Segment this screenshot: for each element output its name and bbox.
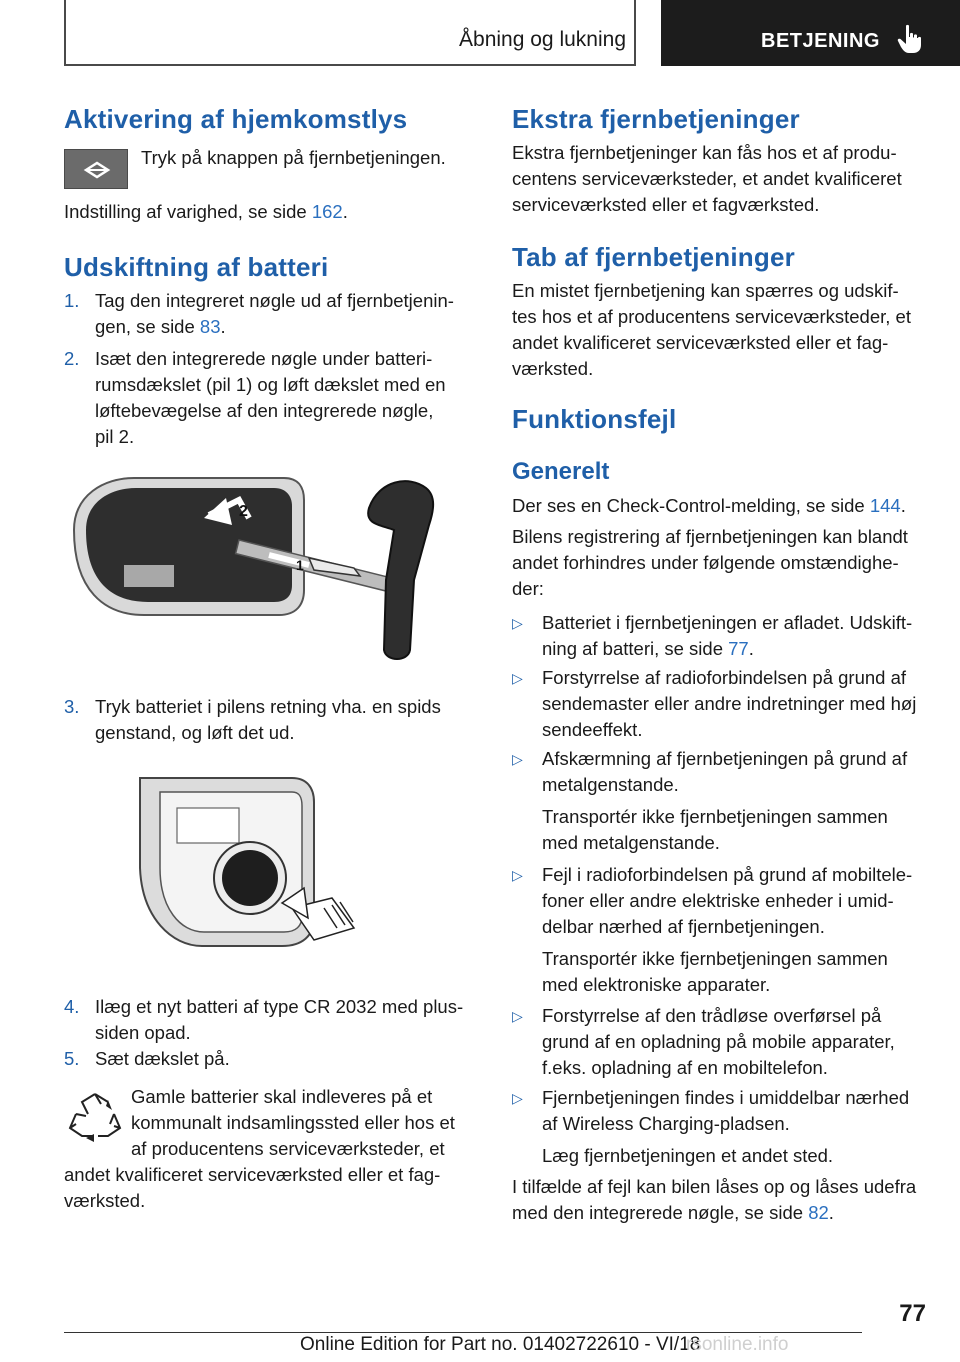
page-header [0,0,960,66]
step-line: Ilæg et nyt batteri af type CR 2032 med plus- [95,996,464,1017]
note-line: Gamle batterier skal indleveres på et [131,1086,433,1107]
step-number: 2. [64,348,80,369]
text-line-end: . [828,1202,834,1223]
diamond-unlock-icon [65,150,129,190]
svg-text:2: 2 [239,503,248,520]
text-line: Transportér ikke fjernbetjeningen sammen [542,806,888,827]
heading-homelight: Aktivering af hjemkomstlys [64,104,408,134]
text-line: Afskærmning af fjernbetjeningen på grund af [542,748,908,769]
svg-text:1: 1 [296,557,304,573]
text-line: af Wireless Charging-pladsen. [542,1113,790,1134]
text-line: med metalgenstande. [542,832,720,853]
page-link-144[interactable]: 144 [869,495,901,516]
text-line: sendemaster eller andre indretninger med høj [542,693,917,714]
registration-text [512,524,908,602]
list-item-text [542,1085,932,1169]
text-line: andet forhindres under følgende omstændighe- [512,552,899,573]
triangle-bullet-icon: ▷ [512,867,523,883]
text-line: med den integrerede nøgle, se side [512,1202,809,1223]
text-line-end: . [748,638,754,659]
text-line: Bilens registrering af fjernbetjeningen kan blandt [512,526,908,547]
heading-general: Generelt [512,458,610,485]
triangle-bullet-icon: ▷ [512,670,523,686]
note-line: værksted. [64,1190,146,1211]
step-text [95,346,446,450]
note-line: kommunalt indsamlingssted eller hos et [131,1112,455,1133]
remote-button-image [64,149,128,189]
text-line: Forstyrrelse af radioforbindelsen på grund af [542,667,907,688]
text-line: andet kvalificeret serviceværksted eller et fag- [512,332,889,353]
check-control-text [512,493,906,519]
text-line: f.eks. opladning af en mobiltelefon. [542,1057,828,1078]
chapter-tab[interactable] [661,0,960,66]
page-link-82[interactable]: 82 [808,1202,829,1223]
section-title: Åbning og lukning [459,28,626,51]
step-1 [64,288,484,340]
header-rule-mid [634,0,636,66]
step-text [95,694,441,746]
heading-battery: Udskiftning af batteri [64,252,329,282]
step-number: 5. [64,1048,80,1069]
text-line: sendeeffekt. [542,719,643,740]
list-item-text [542,862,932,998]
page-link-162[interactable]: 162 [311,201,343,222]
heading-lost-remotes: Tab af fjernbetjeninger [512,242,795,272]
lost-remotes-text [512,278,911,382]
step-5 [64,1046,484,1072]
step-number: 4. [64,996,80,1017]
footer-rule [64,1332,862,1333]
text-line: værksted. [512,358,594,379]
text-line: Batteriet i fjernbetjeningen er afladet. Udskift- [542,612,913,633]
step-number: 3. [64,696,80,717]
page-link-83[interactable]: 83 [199,316,221,337]
step-line: pil 2. [95,426,135,447]
list-item-text [542,746,932,856]
header-rule-left [64,0,66,66]
text-line: ning af batteri, se side [542,638,729,659]
text-line: I tilfælde af fejl kan bilen låses op og låses udefra [512,1176,917,1197]
step-line: Tag den integreret nøgle ud af fjernbetjenin- [95,290,454,311]
homelight-text: Tryk på knappen på fjernbetjeningen. [141,147,446,168]
text-line: En mistet fjernbetjening kan spærres og udskif- [512,280,899,301]
step-line: genstand, og løft det ud. [95,722,295,743]
text-line: Forstyrrelse af den trådløse overførsel på [542,1005,882,1026]
triangle-bullet-icon: ▷ [512,1090,523,1106]
step-line: løftebevægelse af den integrerede nøgle, [95,400,434,421]
step-4 [64,994,484,1046]
text-line: Læg fjernbetjeningen et andet sted. [542,1145,834,1166]
battery-removal-illustration [132,768,372,956]
text-line: Transportér ikke fjernbetjeningen sammen [542,948,888,969]
heading-extra-remotes: Ekstra fjernbetjeninger [512,104,800,134]
text-line: Fejl i radioforbindelsen på grund af mobiltele- [542,864,913,885]
cc-suffix: . [900,495,906,516]
step-line-end: . [220,316,226,337]
text-line: Fjernbetjeningen findes i umiddelbar nærhed [542,1087,910,1108]
step-line: gen, se side [95,316,200,337]
duration-suffix: . [342,201,348,222]
step-text [95,288,454,340]
step-line: Tryk batteriet i pilens retning vha. en spids [95,696,441,717]
final-paragraph [512,1174,916,1226]
triangle-bullet-icon: ▷ [512,615,523,631]
list-item-text [542,1003,932,1081]
key-removal-illustration [64,470,454,670]
text-line: med elektroniske apparater. [542,974,771,995]
watermark: rsonline.info [686,1334,789,1355]
note-line: af producentens serviceværksteder, et [131,1138,445,1159]
list-item-text [542,665,932,743]
step-3 [64,694,484,746]
recycle-icon [68,1088,122,1144]
text-line: tes hos et af producentens serviceværksteder, et [512,306,911,327]
cc-prefix: Der ses en Check-Control-melding, se side [512,495,870,516]
heading-malfunction: Funktionsfejl [512,404,677,434]
text-line: serviceværksted eller et fagværksted. [512,194,820,215]
text-line: Ekstra fjernbetjeninger kan fås hos et af produ- [512,142,897,163]
text-line: grund af en opladning på mobile apparater, [542,1031,895,1052]
text-line: metalgenstande. [542,774,679,795]
page-number: 77 [899,1300,926,1327]
step-number: 1. [64,290,80,311]
triangle-bullet-icon: ▷ [512,1008,523,1024]
hand-pointer-icon [897,24,923,54]
text-line: delbar nærhed af fjernbetjeningen. [542,916,825,937]
step-line: rumsdækslet (pil 1) og løft dækslet med en [95,374,446,395]
edition-label: Online Edition for Part no. 01402722610 - VI/18 [300,1334,701,1355]
list-item-text [542,610,932,662]
recycle-note-indented [131,1084,455,1162]
step-text: Sæt dækslet på. [95,1048,230,1069]
text-line: der: [512,578,544,599]
recycle-note-full [64,1162,440,1214]
text-line: foner eller andre elektriske enheder i umid- [542,890,894,911]
note-line: andet kvalificeret serviceværksted eller et fag- [64,1164,441,1185]
step-line: siden opad. [95,1022,191,1043]
header-rule-bottom [64,64,636,66]
chapter-label: BETJENING [761,30,880,52]
step-line: Isæt den integrerede nøgle under batteri- [95,348,433,369]
duration-text [64,199,348,225]
duration-prefix: Indstilling af varighed, se side [64,201,312,222]
extra-remotes-text [512,140,902,218]
triangle-bullet-icon: ▷ [512,751,523,767]
page-link-77[interactable]: 77 [728,638,749,659]
step-text [95,994,463,1046]
step-2 [64,346,484,450]
text-line: centens serviceværksteder, et andet kvalificeret [512,168,902,189]
